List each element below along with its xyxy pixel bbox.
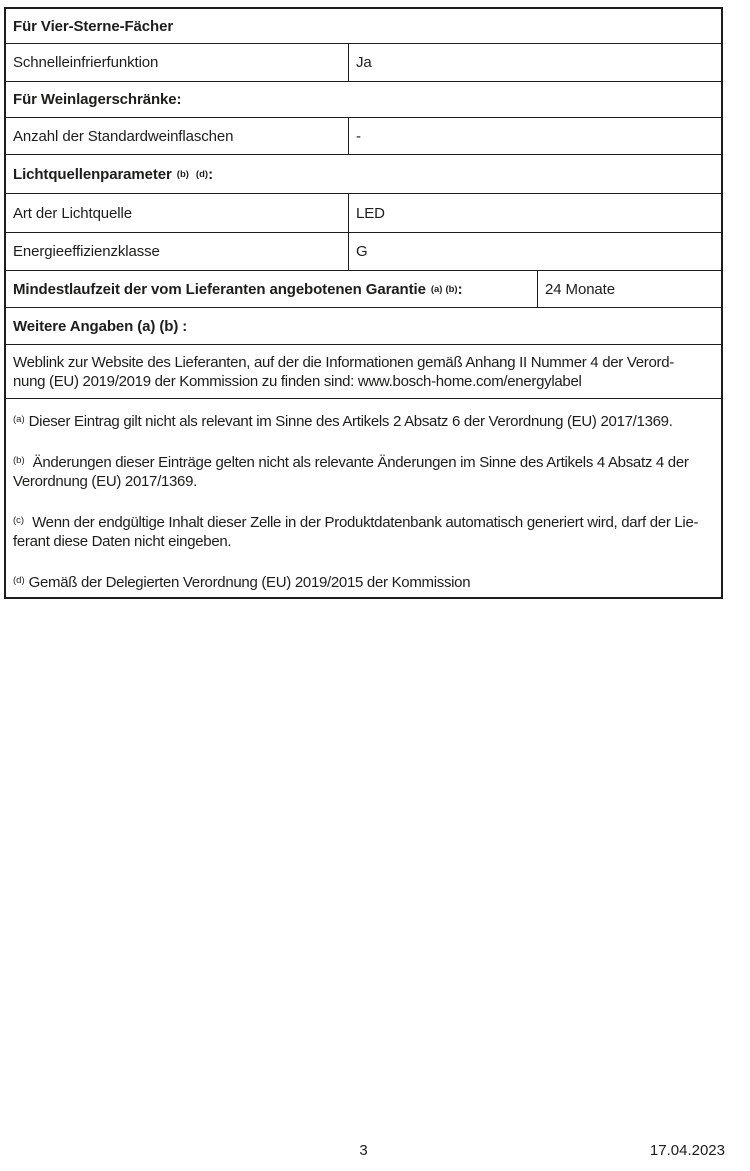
- footnote-d: [13, 571, 715, 592]
- spec-value: 24 Monate: [545, 280, 615, 298]
- spec-label: Energieeffizienzklasse: [6, 233, 349, 270]
- footnote-b-text: Änderungen dieser Einträge gelten nicht als relevante Änderungen im Sinne des Artikels 4 Absatz 4 der: [32, 454, 689, 471]
- section-title: Weitere Angaben (a) (b) :: [13, 317, 188, 335]
- product-data-table: [4, 7, 723, 599]
- section-header-vier-sterne: [6, 9, 721, 43]
- footnotes-cell: [6, 398, 721, 597]
- weblink-text-line1: Weblink zur Website des Lieferanten, auf der die Informationen gemäß Anhang II Nummer 4 der Verord-: [13, 354, 674, 371]
- footnote-a-text: Dieser Eintrag gilt nicht als relevant im Sinne des Artikels 2 Absatz 6 der Verordnung (EU) 2017/1369.: [28, 413, 673, 430]
- footnote-ref-b: (b): [445, 283, 458, 295]
- spec-label: Schnelleinfrierfunktion: [6, 44, 349, 81]
- footnote-b-marker: (b): [13, 455, 25, 466]
- footnote-ref-a: (a): [430, 283, 443, 295]
- section-title: Lichtquellenparameter: [13, 165, 172, 183]
- spec-row-energieeffizienzklasse: [6, 232, 721, 270]
- weblink-row: [6, 344, 721, 398]
- footer-date: 17.04.2023: [649, 1142, 725, 1159]
- footnote-ref-b: (b): [176, 168, 189, 180]
- footnote-a: [13, 410, 715, 431]
- spec-value: -: [356, 127, 361, 145]
- footnote-b-text-line2: Verordnung (EU) 2017/1369.: [13, 473, 197, 490]
- footnote-a-marker: (a): [13, 414, 25, 425]
- section-title: Für Weinlagerschränke:: [13, 91, 182, 108]
- spec-value: Ja: [356, 54, 372, 71]
- spec-label: Anzahl der Standardweinflaschen: [6, 118, 349, 154]
- spec-row-standardweinflaschen: [6, 117, 721, 154]
- spec-value: G: [356, 243, 368, 260]
- section-title: Für Vier-Sterne-Fächer: [13, 17, 174, 35]
- footnote-ref-d: (d): [195, 168, 209, 180]
- section-header-weitere-angaben: [6, 307, 721, 344]
- footnote-d-marker: (d): [13, 575, 25, 586]
- section-title-colon: :: [208, 165, 213, 183]
- section-header-lichtquellenparameter: [6, 154, 721, 193]
- spec-row-garantie: [6, 270, 721, 307]
- footnote-c-marker: (c): [13, 515, 25, 526]
- spec-value: LED: [356, 204, 385, 222]
- page-number: 3: [359, 1142, 368, 1159]
- footnote-b: [13, 451, 715, 491]
- spec-row-art-der-lichtquelle: [6, 193, 721, 232]
- footnote-d-text: Gemäß der Delegierten Verordnung (EU) 2019/2015 der Kommission: [28, 574, 471, 591]
- footnote-c-text: Wenn der endgültige Inhalt dieser Zelle in der Produktdatenbank automatisch generiert wird, darf der Lie-: [32, 514, 699, 531]
- spec-label: Art der Lichtquelle: [6, 194, 349, 232]
- footnote-c-text-line2: ferant diese Daten nicht eingeben.: [13, 533, 232, 550]
- spec-label-colon: :: [457, 280, 463, 298]
- spec-row-schnelleinfrierfunktion: [6, 43, 721, 81]
- section-header-weinlagerschraenke: [6, 81, 721, 117]
- footnote-c: [13, 511, 715, 551]
- weblink-text-line2: nung (EU) 2019/2019 der Kommission zu finden sind: www.bosch-home.com/energylabel: [13, 373, 582, 390]
- spec-label: Mindestlaufzeit der vom Lieferanten angebotenen Garantie (a) (b) :: [6, 271, 538, 307]
